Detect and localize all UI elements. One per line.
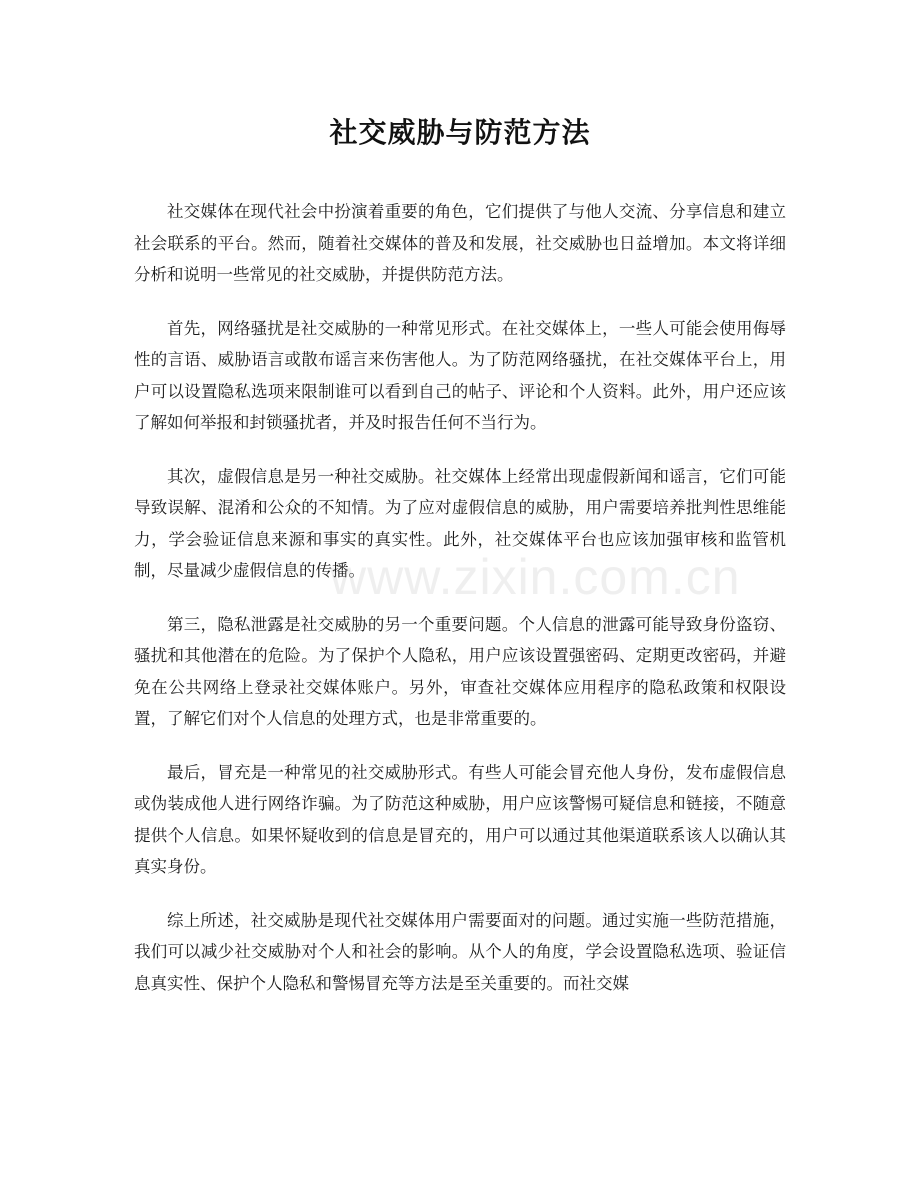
paragraph-harassment: 首先，网络骚扰是社交威胁的一种常见形式。在社交媒体上，一些人可能会使用侮辱性的言语、威胁语言或散布谣言来伤害他人。为了防范网络骚扰，在社交媒体平台上，用户可以设置隐私选项来限制谁可以看到自己的帖子、评论和个人资料。此外，用户还应该了解如何举报和封锁骚扰者，并及时报告任何不当行为。 (134, 318, 786, 432)
paragraph-misinformation: 其次，虚假信息是另一种社交威胁。社交媒体上经常出现虚假新闻和谣言，它们可能导致误解、混淆和公众的不知情。为了应对虚假信息的威胁，用户需要培养批判性思维能力，学会验证信息来源和事实的真实性。此外，社交媒体平台也应该加强审核和监管机制，尽量减少虚假信息的传播。 (134, 466, 786, 580)
document-title: 社交威胁与防范方法 (329, 116, 591, 149)
paragraph-privacy-leak: 第三，隐私泄露是社交威胁的另一个重要问题。个人信息的泄露可能导致身份盗窃、骚扰和其他潜在的危险。为了保护个人隐私，用户应该设置强密码、定期更改密码，并避免在公共网络上登录社交媒体账户。另外，审查社交媒体应用程序的隐私政策和权限设置，了解它们对个人信息的处理方式，也是非常重要的。 (134, 614, 786, 728)
watermark: www.zixin.com.cn (330, 549, 741, 605)
paragraph-summary: 综上所述，社交威胁是现代社交媒体用户需要面对的问题。通过实施一些防范措施，我们可以减少社交威胁对个人和社会的影响。从个人的角度，学会设置隐私选项、验证信息真实性、保护个人隐私和警惕冒充等方法是至关重要的。而社交媒 (134, 910, 786, 993)
paragraph-intro: 社交媒体在现代社会中扮演着重要的角色，它们提供了与他人交流、分享信息和建立社会联系的平台。然而，随着社交媒体的普及和发展，社交威胁也日益增加。本文将详细分析和说明一些常见的社交威胁，并提供防范方法。 (134, 202, 786, 284)
paragraph-impersonation: 最后，冒充是一种常见的社交威胁形式。有些人可能会冒充他人身份，发布虚假信息或伪装成他人进行网络诈骗。为了防范这种威胁，用户应该警惕可疑信息和链接，不随意提供个人信息。如果怀疑收到的信息是冒充的，用户可以通过其他渠道联系该人以确认其真实身份。 (134, 762, 786, 876)
